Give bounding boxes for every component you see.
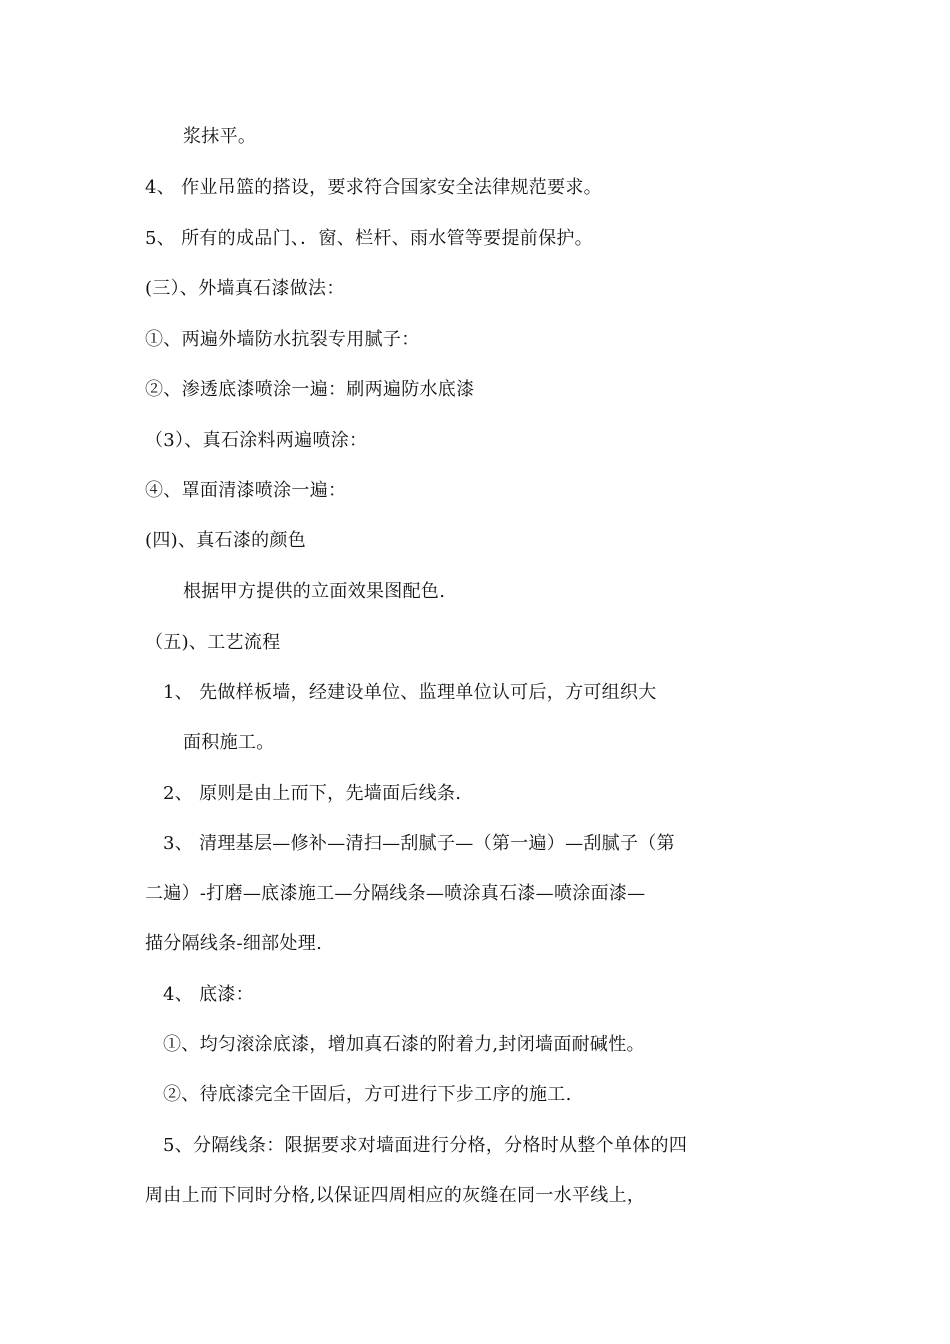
text-line: 根据甲方提供的立面效果图配色. (183, 581, 446, 602)
text-line: ①、两遍外墙防水抗裂专用腻子： (145, 329, 420, 350)
text-line: 二遍）-打磨—底漆施工—分隔线条—喷涂真石漆—喷涂面漆— (145, 883, 646, 904)
text-line: 4、 作业吊篮的搭设，要求符合国家安全法律规范要求。 (145, 177, 602, 198)
text-line: 浆抹平。 (183, 126, 257, 147)
text-line: 4、 底漆： (163, 984, 254, 1005)
text-line: ①、均匀滚涂底漆，增加真石漆的附着力,封闭墙面耐碱性。 (163, 1034, 645, 1055)
section-heading: （五)、工艺流程 (145, 632, 281, 653)
text-line: 5、 所有的成品门、．窗、栏杆、雨水管等要提前保护。 (145, 228, 593, 249)
text-line: 描分隔线条-细部处理. (145, 933, 323, 954)
text-line: 5、分隔线条：限据要求对墙面进行分格，分格时从整个单体的四 (163, 1135, 688, 1156)
text-line: 1、 先做样板墙，经建设单位、监理单位认可后，方可组织大 (163, 682, 657, 703)
section-heading: (四)、真石漆的颜色 (145, 530, 307, 551)
text-line: ②、渗透底漆喷涂一遍：刷两遍防水底漆 (145, 379, 475, 400)
text-line: ②、待底漆完全干固后，方可进行下步工序的施工. (163, 1084, 572, 1105)
text-line: ④、罩面清漆喷涂一遍： (145, 480, 347, 501)
text-line: 周由上而下同时分格,以保证四周相应的灰缝在同一水平线上， (145, 1185, 646, 1206)
text-line: 3、 清理基层—修补—清扫—刮腻子—（第一遍）—刮腻子（第 (163, 833, 675, 854)
text-line: 面积施工。 (183, 732, 275, 753)
text-line: （3）、真石涂料两遍喷涂： (145, 430, 368, 451)
text-line: 2、 原则是由上而下，先墙面后线条. (163, 783, 462, 804)
section-heading: (三）、外墙真石漆做法： (145, 278, 345, 299)
